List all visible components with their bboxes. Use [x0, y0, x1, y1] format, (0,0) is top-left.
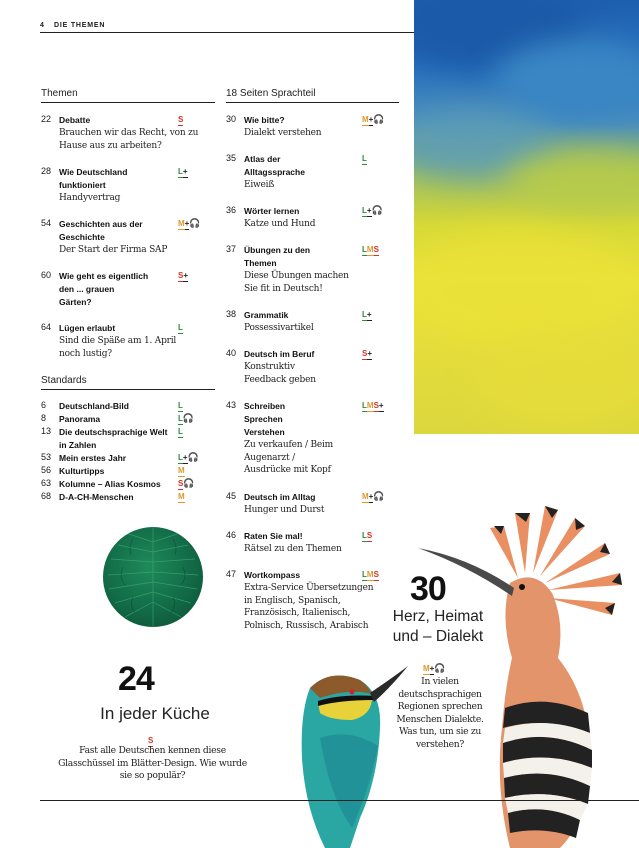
plus-icon: +	[182, 453, 188, 462]
headphones-icon: 🎧	[182, 413, 195, 423]
glass-bowl-image[interactable]	[103, 527, 203, 627]
toc-entry-luegen[interactable]: 64 Lügen erlaubt L Sind die Späße am 1. April noch lustig?	[41, 322, 183, 359]
plus-icon: +	[183, 271, 189, 280]
level-l-icon: L	[362, 570, 367, 579]
level-s-icon: S	[178, 479, 184, 488]
headphones-icon: 🎧	[434, 663, 446, 673]
standards-rule	[41, 389, 215, 390]
toc-standard-welt-in-zahlen[interactable]: 13 Die deutschsprachige Welt in Zahlen L	[41, 426, 183, 450]
level-s-icon: S	[373, 570, 379, 579]
level-badges	[178, 218, 201, 230]
level-badges	[178, 270, 188, 282]
level-s-icon: S	[362, 349, 368, 358]
headphones-icon: 🎧	[187, 452, 199, 462]
toc-standard-kulturtipps[interactable]: 56 Kulturtipps M	[41, 465, 185, 476]
level-l-icon: L	[362, 310, 367, 319]
leaf-pattern-icon	[103, 527, 203, 627]
toc-standard-panorama[interactable]: 8 Panorama L🎧	[41, 413, 195, 424]
level-s-icon: S	[178, 115, 184, 124]
feature-left-number: 24	[118, 660, 154, 698]
plus-icon: +	[368, 115, 374, 124]
header-rule	[40, 32, 418, 33]
toc-entry-atlas[interactable]: 35 Atlas der Alltagssprache L Eiweiß	[226, 153, 367, 190]
toc-entry-grammatik[interactable]: 38 Grammatik L+ Possessivartikel	[226, 309, 372, 333]
feature-left-title: In jeder Küche	[100, 704, 210, 723]
level-l-icon: L	[362, 206, 367, 215]
section-title: DIE THEMEN	[54, 22, 106, 29]
level-l-icon: L	[178, 167, 183, 176]
level-l-icon: L	[362, 531, 367, 540]
bee-eater-icon	[302, 666, 408, 848]
toc-standard-erstes-jahr[interactable]: 53 Mein erstes Jahr L+🎧	[41, 452, 199, 463]
feature-right-text: In vielen deutschsprachigen Regionen sprechen Menschen Dialekte. Was tun, um sie zu verstehen?	[396, 676, 484, 750]
level-m-icon: M	[423, 664, 430, 673]
toc-entry-wie-deutschland[interactable]: 28 Wie Deutschland funktioniert L+ Handyvertrag	[41, 166, 188, 203]
standards-heading: Standards	[41, 375, 87, 386]
toc-entry-geschichten[interactable]: 54 Geschichten aus der Geschichte M+🎧 Der Start der Firma SAP	[41, 218, 201, 255]
level-badges	[178, 166, 188, 178]
level-m-icon: M	[366, 570, 374, 579]
level-l-icon: L	[178, 323, 183, 332]
toc-standard-kolumne[interactable]: 63 Kolumne – Alias Kosmos S🎧	[41, 478, 195, 489]
plus-icon: +	[184, 219, 190, 228]
plus-icon: +	[367, 349, 373, 358]
headphones-icon: 🎧	[373, 114, 385, 124]
level-m-icon: M	[178, 219, 185, 228]
toc-standard-deutschland-bild[interactable]: 6 Deutschland-Bild L	[41, 400, 183, 411]
plus-icon: +	[366, 310, 372, 319]
level-l-icon: L	[362, 245, 367, 254]
birds-illustration	[290, 488, 639, 848]
toc-entry-deutsch-im-alltag[interactable]: 45 Deutsch im Alltag M+🎧 Hunger und Durst	[226, 491, 385, 515]
feature-right-number: 30	[410, 570, 446, 608]
themen-heading: Themen	[41, 88, 78, 99]
level-m-icon: M	[178, 492, 185, 501]
level-l-icon: L	[178, 427, 183, 436]
level-m-icon: M	[366, 401, 374, 410]
level-s-icon: S	[373, 245, 379, 254]
feature-right-title: Herz, Heimat und – Dialekt	[392, 608, 484, 645]
page-number: 4	[40, 22, 45, 29]
level-s-icon: S	[373, 401, 379, 410]
level-m-icon: M	[366, 245, 374, 254]
headphones-icon: 🎧	[183, 478, 195, 488]
toc-entry-raten-sie-mal[interactable]: 46 Raten Sie mal! LS Rätsel zu den Themen	[226, 530, 373, 554]
level-badges	[178, 322, 183, 334]
plus-icon: +	[429, 664, 435, 673]
level-l-icon: L	[362, 401, 367, 410]
toc-entry-schreiben-sprechen[interactable]: 43 Schreiben Sprechen Verstehen LMS+ Zu verkaufen / Beim Augenarzt / Ausdrücke mit Kopf	[226, 400, 384, 475]
level-l-icon: L	[362, 154, 367, 163]
headphones-icon: 🎧	[189, 218, 201, 228]
toc-entry-wie-bitte[interactable]: 30 Wie bitte? M+🎧 Dialekt verstehen	[226, 114, 385, 138]
level-s-icon: S	[178, 271, 184, 280]
level-badges	[178, 114, 183, 126]
watercolor-illustration	[414, 0, 639, 434]
themen-rule	[41, 102, 215, 103]
sprachteil-rule	[226, 102, 399, 103]
level-s-icon: S	[366, 531, 373, 540]
headphones-icon: 🎧	[371, 205, 383, 215]
toc-entry-uebungen[interactable]: 37 Übungen zu den Themen LMS Diese Übungen machen Sie fit in Deutsch!	[226, 244, 379, 294]
plus-icon: +	[378, 401, 384, 410]
level-l-icon: L	[178, 414, 183, 423]
level-m-icon: M	[362, 115, 369, 124]
level-m-icon: M	[362, 492, 369, 501]
sprachteil-heading: 18 Seiten Sprachteil	[226, 88, 316, 99]
level-l-icon: L	[178, 401, 183, 410]
toc-entry-wie-geht-es[interactable]: 60 Wie geht es eigentlich den ... grauen Gärten? S+	[41, 270, 189, 307]
level-m-icon: M	[178, 466, 185, 475]
plus-icon: +	[368, 492, 374, 501]
toc-entry-deutsch-im-beruf[interactable]: 40 Deutsch im Beruf S+ Konstruktiv Feedback geben	[226, 348, 373, 385]
feature-left-text: Fast alle Deutschen kennen diese Glasschüssel im Blätter-Design. Wie wurde sie so populär?	[58, 745, 247, 781]
toc-entry-wortkompass[interactable]: 47 Wortkompass LMS Extra-Service Übersetzungen in Englisch, Spanisch, Französisch, Italienisch, Polnisch, Russisch, Arabisch	[226, 569, 379, 631]
hoopoe-icon	[418, 506, 622, 848]
toc-standard-dach-menschen[interactable]: 68 D-A-CH-Menschen M	[41, 491, 185, 502]
bottom-rule	[40, 800, 639, 801]
headphones-icon: 🎧	[373, 491, 385, 501]
toc-entry-debatte[interactable]: 22 Debatte S Brauchen wir das Recht, von zu Hause aus zu arbeiten?	[41, 114, 199, 151]
toc-entry-woerter-lernen[interactable]: 36 Wörter lernen L+🎧 Katze und Hund	[226, 205, 383, 229]
level-s-icon: S	[148, 736, 154, 745]
plus-icon: +	[182, 167, 188, 176]
level-l-icon: L	[178, 453, 183, 462]
plus-icon: +	[366, 206, 372, 215]
